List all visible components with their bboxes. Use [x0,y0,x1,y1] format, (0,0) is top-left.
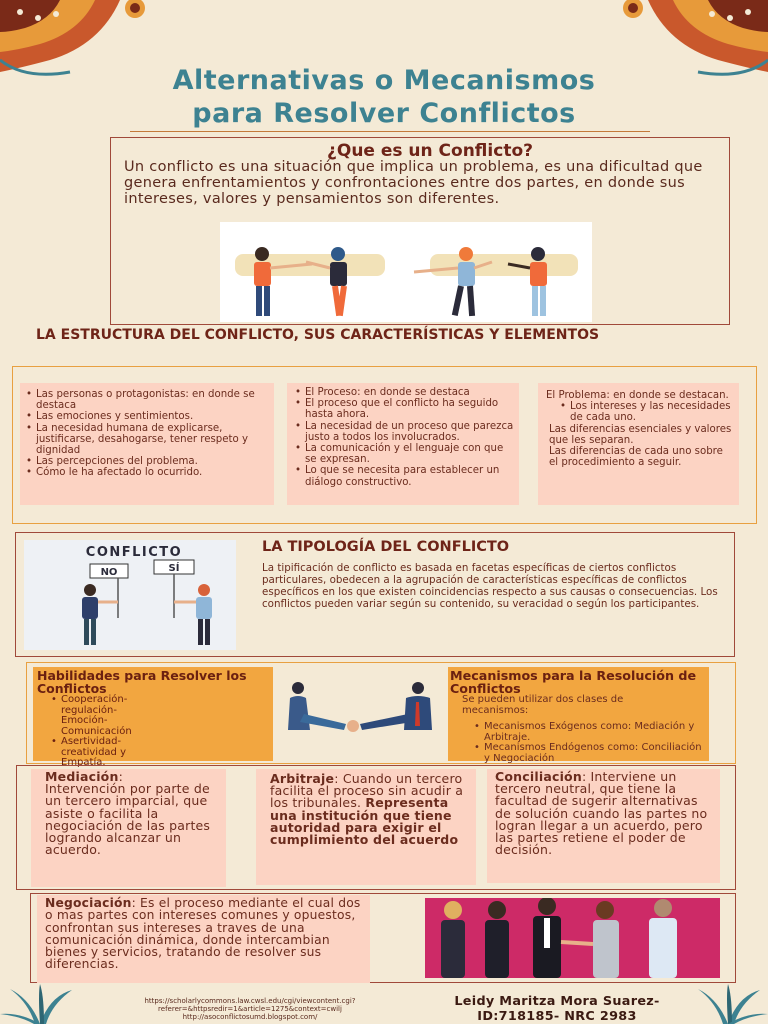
skills-card [33,667,273,768]
negotiation-definition: Negociación: Es el proceso mediante el cual dos o mas partes con intereses comunes y opuestos, confrontan sus intereses a traves de una comunicación dinámica, donde intercambian bienes y servicios, tratando de resolver sus diferencias. [45,896,361,972]
conciliation-card [487,769,720,883]
negotiation-card [37,895,370,983]
conflict-definition-text: Un conflicto es una situación que implica un problema, es una dificultad que genera enfrentamientos y confrontaciones entre dos partes, en donde sus intereses, valores y pensamientos son diferentes. [124,159,703,207]
mechanisms-intro: Se pueden utilizar dos clases de mecanismos: [462,694,624,716]
negotiation-text: Es el proceso mediante el cual dos o mas partes con intereses comunes y opuestos, confrontan sus intereses a traves de una comunicación dinámica, donde intercambian bienes y servicios, tratando de resolver sus diferencias. [45,896,361,972]
title-underline [130,131,650,132]
bottom-left-leaf-ornament [0,984,80,1024]
mechanisms-list [472,722,705,764]
title-line-1: Alternativas o Mecanismos [172,65,596,96]
business-people-illustration [425,898,720,978]
list-item: • Cómo le ha afectado lo ocurrido. [24,467,270,478]
list-item: • Los intereses y las necesidades de cada uno. [558,401,733,423]
list-item: • Mecanismos Endógenos como: Conciliación y Negociación [472,743,705,764]
sign-si: SÍ [168,563,180,574]
arbitration-label: Arbitraje [270,771,335,786]
list-item: • Cooperación- regulación- Emoción- Comunicación [49,695,159,737]
conciliation-label: Conciliación [495,769,582,784]
list-item: • La necesidad humana de explicarse, justificarse, desahogarse, tener respeto y dignidad [24,423,270,457]
conflict-question-heading: ¿Que es un Conflicto? [327,141,533,161]
process-card [287,383,519,505]
list-item: • El proceso que el conflicto ha seguido hasta ahora. [293,398,515,420]
problem-line-3: Las diferencias de cada uno sobre el procedimiento a seguir. [549,446,723,469]
list-item: • La necesidad de un proceso que parezca justo a todos los involucrados. [293,421,515,443]
skills-heading: Habilidades para Resolver los Conflictos [37,668,247,696]
arbitration-text: Cuando un tercero facilita el proceso sin acudir a los tribunales. [270,771,464,811]
arguing-people-illustration [220,222,592,322]
conflict-sign-illustration [24,540,236,650]
mechanisms-card [448,667,709,764]
skills-list [49,695,159,769]
reference-link-2[interactable]: http://asoconflictosumd.blogspot.com/ [182,1013,318,1021]
conflict-sign-title: CONFLICTO [85,545,183,560]
references [100,997,400,1021]
list-item: • Asertividad- creatividad y Empatía. [49,737,159,769]
structure-heading: LA ESTRUCTURA DEL CONFLICTO, SUS CARACTERÍSTICAS Y ELEMENTOS [36,327,600,343]
list-item: • Mecanismos Exógenos como: Mediación y Arbitraje. [472,722,705,743]
mediation-text: Intervención por parte de un tercero imparcial, que asiste o facilita la negociación de las partes logrando alcanzar un acuerdo. [45,781,211,858]
page-title [40,64,728,130]
arbitration-card [256,769,476,885]
sign-no: NO [100,567,118,578]
list-item: • Lo que se necesita para establecer un diálogo constructivo. [293,465,515,487]
mediation-card [31,769,226,887]
arbitration-text-strong: Representa una institución que tiene autoridad para exigir el cumplimiento del acuerdo [270,795,459,848]
list-item: • Las percepciones del problema. [24,456,270,467]
negotiation-label: Negociación [45,896,132,910]
process-list [293,387,515,488]
problem-card [538,383,739,505]
mediation-definition: Mediación: Intervención por parte de un tercero imparcial, que asiste o facilita la negociación de las partes logrando alcanzar un acuerdo. [45,769,211,858]
conciliation-definition: Conciliación: Interviene un tercero neutral, que tiene la facultad de sugerir alternativas de solución cuando las partes no logran llegar a un acuerdo, pero las partes retiene el poder de decisión. [495,769,708,858]
people-list [24,389,270,479]
handshake-illustration [286,680,434,734]
problem-list [558,401,733,423]
reference-link-1[interactable]: https://scholarlycommons.law.cwsl.edu/cgi/viewcontent.cgi? [144,997,356,1005]
problem-line-2: Las diferencias esenciales y valores que les separan. [549,423,732,446]
reference-link-1-cont[interactable]: referer=&httpsredir=1&article=1275&context=cwilj [158,1005,342,1013]
conciliation-text: Interviene un tercero neutral, que tiene la facultad de sugerir alternativas de solución cuando las partes no logran llegar a un acuerdo, pero las partes retiene el poder de decisión. [495,769,708,858]
author-credit [412,994,702,1024]
author-name: Leidy Maritza Mora Suarez- [454,994,660,1009]
mediation-label: Mediación [45,769,119,784]
list-item: • Las emociones y sentimientos. [24,411,270,422]
list-item: • El Proceso: en donde se destaca [293,387,515,398]
typology-text: La tipificación de conflicto es basada en facetas específicas de ciertos conflictos particulares, obedecen a la agrupación de características específicas de conflictos específicos en los que existen coincidencias respecto a sus causas o consecuencias. Los conflictos pueden variar según su contenido, su veracidad o según los participantes. [262,562,718,610]
people-card [20,383,274,505]
problem-intro: El Problema: en donde se destacan. [546,390,729,401]
arbitration-definition: Arbitraje: Cuando un tercero facilita el proceso sin acudir a los tribunales. Representa una institución que tiene autoridad para exigir el cumplimiento del acuerdo [270,771,464,848]
typology-heading: LA TIPOLOGÍA DEL CONFLICTO [262,539,510,555]
title-line-2: para Resolver Conflictos [192,98,576,129]
list-item: • Las personas o protagonistas: en donde se destaca [24,389,270,411]
list-item: • La comunicación y el lenguaje con que se expresan. [293,443,515,465]
author-id: ID:718185- NRC 2983 [477,1009,637,1024]
mechanisms-heading: Mecanismos para la Resolución de Conflictos [450,668,697,696]
